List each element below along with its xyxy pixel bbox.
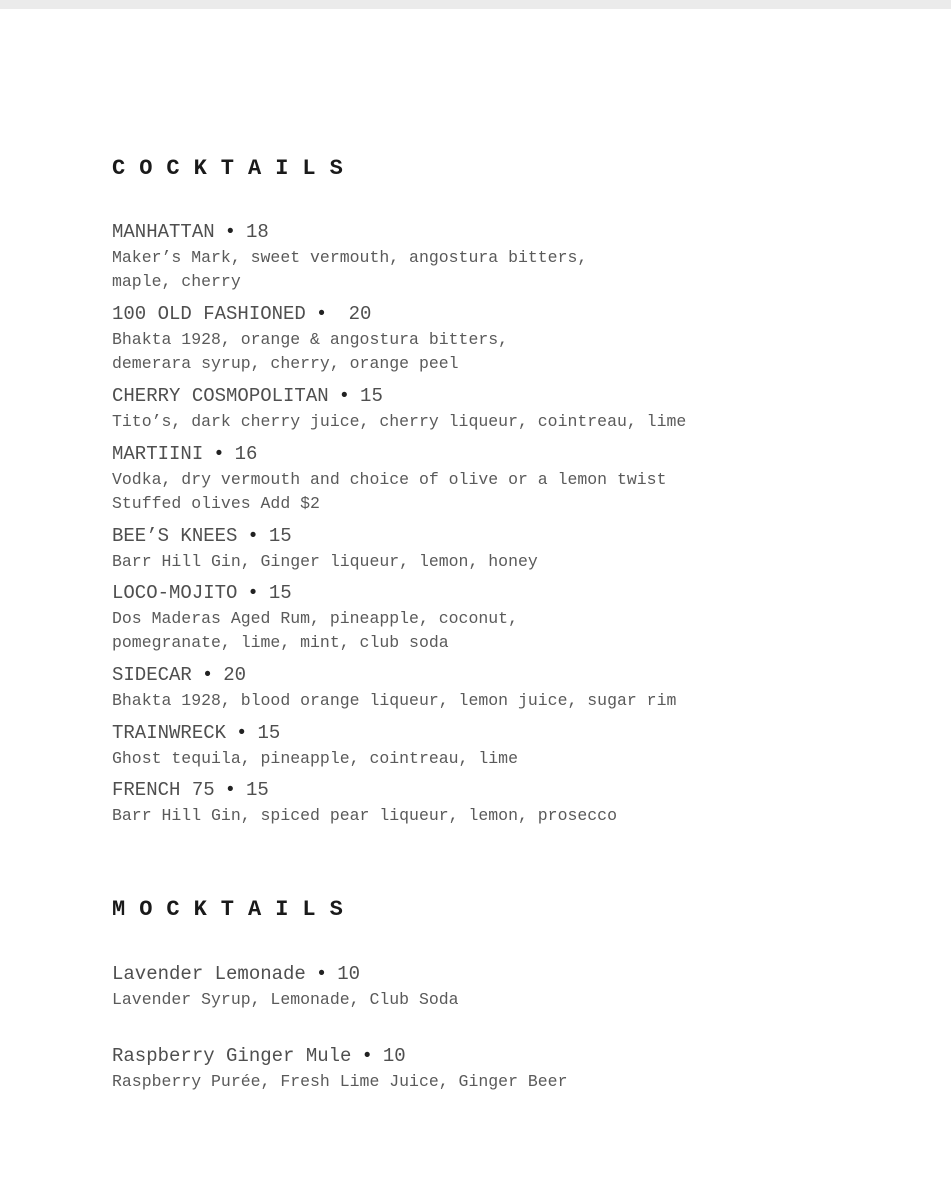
top-border bbox=[0, 0, 951, 9]
menu-item-cherry-cosmopolitan bbox=[112, 384, 686, 434]
bullet-separator: • bbox=[338, 385, 351, 407]
item-title bbox=[112, 302, 508, 328]
item-name: TRAINWRECK bbox=[112, 722, 227, 744]
section-heading-cocktails: COCKTAILS bbox=[112, 156, 357, 181]
item-price: 20 bbox=[337, 303, 372, 325]
item-description bbox=[112, 747, 518, 771]
menu-item-sidecar bbox=[112, 663, 676, 713]
item-title bbox=[112, 442, 667, 468]
description-line: Lavender Syrup, Lemonade, Club Soda bbox=[112, 990, 459, 1009]
menu-item-raspberry-ginger-mule bbox=[112, 1044, 567, 1094]
menu-item-french-75 bbox=[112, 778, 617, 828]
bullet-separator: • bbox=[315, 303, 328, 325]
item-price: 10 bbox=[382, 1045, 406, 1067]
menu-item-loco-mojito bbox=[112, 581, 518, 655]
item-title bbox=[112, 1044, 567, 1070]
item-price: 15 bbox=[268, 582, 292, 604]
item-price: 15 bbox=[246, 779, 269, 801]
description-line: maple, cherry bbox=[112, 272, 241, 291]
item-name: SIDECAR bbox=[112, 664, 192, 686]
item-price: 15 bbox=[268, 525, 292, 547]
description-line: Vodka, dry vermouth and choice of olive or a lemon twist bbox=[112, 470, 667, 489]
item-name: CHERRY COSMOPOLITAN bbox=[112, 385, 329, 407]
bullet-separator: • bbox=[224, 779, 237, 801]
item-title bbox=[112, 663, 676, 689]
item-name: BEE’S KNEES bbox=[112, 525, 238, 547]
item-description bbox=[112, 1070, 567, 1094]
description-line: Bhakta 1928, orange & angostura bitters, bbox=[112, 330, 509, 349]
item-description bbox=[112, 988, 459, 1012]
item-price: 16 bbox=[234, 443, 258, 465]
item-price: 18 bbox=[246, 221, 269, 243]
description-line: Barr Hill Gin, spiced pear liqueur, lemon, prosecco bbox=[112, 806, 617, 825]
menu-item-old-fashioned bbox=[112, 302, 508, 376]
description-line: demerara syrup, cherry, orange peel bbox=[112, 354, 459, 373]
bullet-separator: • bbox=[247, 525, 259, 547]
item-price: 15 bbox=[257, 722, 281, 744]
description-line: Tito’s, dark cherry juice, cherry liqueur, cointreau, lime bbox=[112, 412, 687, 431]
description-line: pomegranate, lime, mint, club soda bbox=[112, 633, 449, 652]
description-line: Ghost tequila, pineapple, cointreau, lime bbox=[112, 749, 518, 768]
item-price: 20 bbox=[223, 664, 247, 686]
item-description bbox=[112, 607, 518, 655]
item-name: MANHATTAN bbox=[112, 221, 215, 243]
item-description bbox=[112, 328, 508, 376]
item-title bbox=[112, 384, 686, 410]
description-line: Barr Hill Gin, Ginger liqueur, lemon, honey bbox=[112, 552, 538, 571]
item-name: MARTIINI bbox=[112, 443, 204, 465]
bullet-separator: • bbox=[213, 443, 225, 465]
description-line: Raspberry Purée, Fresh Lime Juice, Ginger Beer bbox=[112, 1072, 568, 1091]
item-description bbox=[112, 468, 667, 516]
item-description bbox=[112, 689, 676, 713]
item-title bbox=[112, 220, 587, 246]
bullet-separator: • bbox=[247, 582, 259, 604]
item-name: LOCO-MOJITO bbox=[112, 582, 238, 604]
item-price: 10 bbox=[337, 963, 361, 985]
item-title bbox=[112, 524, 538, 550]
item-name: Raspberry Ginger Mule bbox=[112, 1045, 352, 1067]
menu-item-trainwreck bbox=[112, 721, 518, 771]
bullet-separator: • bbox=[224, 221, 237, 243]
description-line: Bhakta 1928, blood orange liqueur, lemon juice, sugar rim bbox=[112, 691, 677, 710]
description-line: Maker’s Mark, sweet vermouth, angostura bitters, bbox=[112, 248, 588, 267]
item-title bbox=[112, 962, 459, 988]
item-description bbox=[112, 550, 538, 574]
section-heading-mocktails: MOCKTAILS bbox=[112, 897, 357, 922]
item-price: 15 bbox=[360, 385, 383, 407]
bullet-separator: • bbox=[236, 722, 248, 744]
description-line: Stuffed olives Add $2 bbox=[112, 494, 320, 513]
bullet-separator: • bbox=[315, 963, 328, 985]
description-line: Dos Maderas Aged Rum, pineapple, coconut, bbox=[112, 609, 518, 628]
item-title bbox=[112, 721, 518, 747]
bullet-separator: • bbox=[361, 1045, 373, 1067]
item-name: Lavender Lemonade bbox=[112, 963, 306, 985]
item-name: FRENCH 75 bbox=[112, 779, 215, 801]
menu-item-bees-knees bbox=[112, 524, 538, 574]
menu-item-lavender-lemonade bbox=[112, 962, 459, 1012]
item-description bbox=[112, 804, 617, 828]
item-title bbox=[112, 581, 518, 607]
bullet-separator: • bbox=[201, 664, 214, 686]
menu-item-manhattan bbox=[112, 220, 587, 294]
item-title bbox=[112, 778, 617, 804]
item-name: 100 OLD FASHIONED bbox=[112, 303, 306, 325]
item-description bbox=[112, 246, 587, 294]
menu-item-martini bbox=[112, 442, 667, 516]
item-description bbox=[112, 410, 686, 434]
